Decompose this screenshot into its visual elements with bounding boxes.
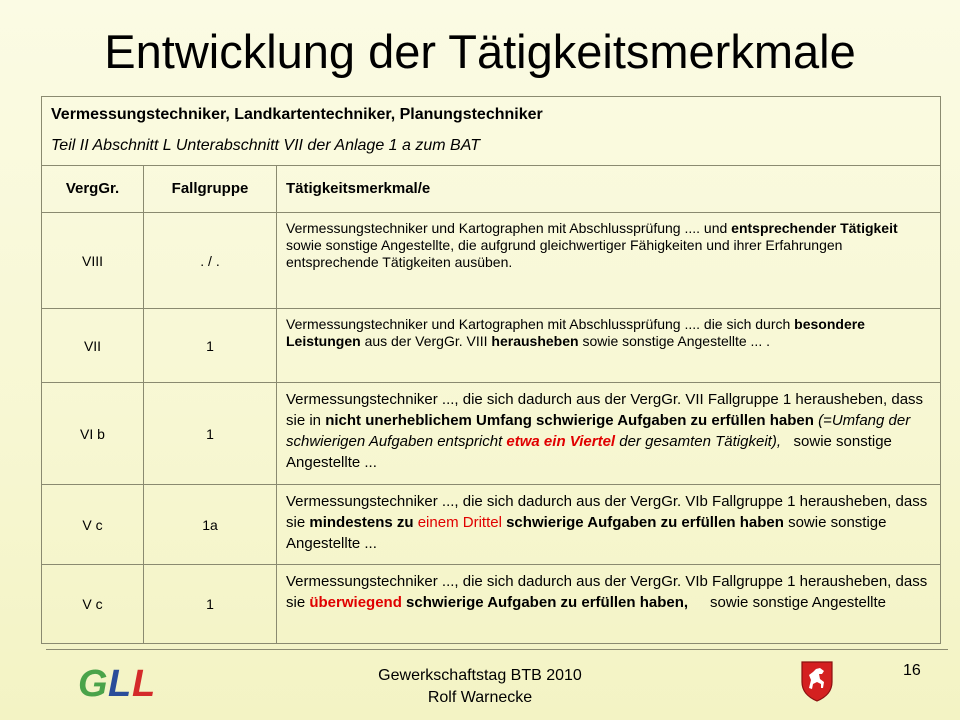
desc-emphasis: besondere Leistungen xyxy=(286,316,865,349)
table-row xyxy=(42,485,940,565)
desc-text: Vermessungstechniker ..., die sich dadurch aus der VergGr. VIb Fallgruppe 1 herausheben, dass sie xyxy=(286,493,928,531)
desc-note: (=Umfang der schwierigen Aufgaben entspricht xyxy=(286,412,911,450)
cell-verggr: VII xyxy=(42,309,144,382)
desc-note: der gesamten Tätigkeit), xyxy=(619,433,781,450)
table-row xyxy=(42,309,940,383)
desc-text: Vermessungstechniker und Kartographen mit Abschlussprüfung .... und xyxy=(286,220,728,236)
page-number: 16 xyxy=(903,662,921,679)
table-header-row xyxy=(42,165,940,213)
cell-verggr: V c xyxy=(42,485,144,564)
cell-description xyxy=(277,309,940,382)
cell-description xyxy=(277,383,940,484)
subtitle-band xyxy=(42,97,940,166)
subtitle-professions: Vermessungstechniker, Landkartentechniker, Planungstechniker xyxy=(51,106,543,123)
desc-emphasis: entsprechender Tätigkeit xyxy=(731,220,898,236)
desc-text: sowie sonstige Angestellte ... xyxy=(286,514,887,552)
desc-text: sowie sonstige Angestellte ... . xyxy=(582,333,770,349)
table-row xyxy=(42,213,940,309)
cell-verggr: V c xyxy=(42,565,144,643)
desc-text: Vermessungstechniker ..., die sich dadurch aus der VergGr. VIb Fallgruppe 1 herausheben, dass sie xyxy=(286,573,928,611)
column-header-verggr: VergGr. xyxy=(42,165,144,212)
desc-emphasis: mindestens zu xyxy=(309,514,414,531)
desc-text: aus der VergGr. VIII xyxy=(364,333,488,349)
desc-highlight: etwa ein Viertel xyxy=(506,433,616,450)
cell-description xyxy=(277,565,940,643)
page-title: Entwicklung der Tätigkeitsmerkmale xyxy=(104,25,856,78)
cell-fallgruppe: 1 xyxy=(144,383,277,484)
footer-rule xyxy=(46,649,948,650)
cell-description xyxy=(277,485,940,564)
desc-text: Vermessungstechniker ..., die sich dadurch aus der VergGr. VII Fallgruppe 1 herausheben, dass sie in xyxy=(286,391,924,429)
cell-fallgruppe: . / . xyxy=(144,213,277,308)
cell-verggr: VIII xyxy=(42,213,144,308)
footer-author: Rolf Warnecke xyxy=(427,689,533,706)
cell-verggr: VI b xyxy=(42,383,144,484)
svg-text:L: L xyxy=(132,663,156,704)
cell-description xyxy=(277,213,940,308)
desc-highlight: einem Drittel xyxy=(417,514,502,531)
column-header-merkmale: Tätigkeitsmerkmal/e xyxy=(286,180,431,197)
cell-fallgruppe: 1 xyxy=(144,309,277,382)
desc-emphasis: nicht unerheblichem Umfang schwierige Aufgaben zu erfüllen haben xyxy=(325,412,814,429)
desc-text: Vermessungstechniker und Kartographen mit Abschlussprüfung .... die sich durch xyxy=(286,316,791,332)
desc-emphasis: schwierige Aufgaben zu erfüllen haben, xyxy=(406,594,689,611)
desc-text: sowie sonstige Angestellte xyxy=(710,594,886,611)
table-row xyxy=(42,383,940,485)
desc-text: sowie sonstige Angestellte, die aufgrund gleichwertiger Fähigkeiten und ihrer Erfahrungen entsprechende Tätigkeiten ausüben. xyxy=(286,237,843,270)
subtitle-reference: Teil II Abschnitt L Unterabschnitt VII der Anlage 1 a zum BAT xyxy=(51,137,480,154)
desc-text: sowie sonstige Angestellte ... xyxy=(286,433,892,471)
content-table xyxy=(41,96,941,644)
desc-emphasis: schwierige Aufgaben zu erfüllen haben xyxy=(506,514,784,531)
svg-text:L: L xyxy=(108,663,132,704)
cell-fallgruppe: 1a xyxy=(144,485,277,564)
svg-text:G: G xyxy=(78,663,108,704)
footer-event: Gewerkschaftstag BTB 2010 xyxy=(378,667,582,684)
desc-emphasis: herausheben xyxy=(491,333,579,349)
column-header-fallgruppe: Fallgruppe xyxy=(144,165,277,212)
desc-highlight: überwiegend xyxy=(309,594,402,611)
cell-fallgruppe: 1 xyxy=(144,565,277,643)
lower-saxony-horse-crest-icon xyxy=(800,660,834,707)
table-row xyxy=(42,565,940,643)
